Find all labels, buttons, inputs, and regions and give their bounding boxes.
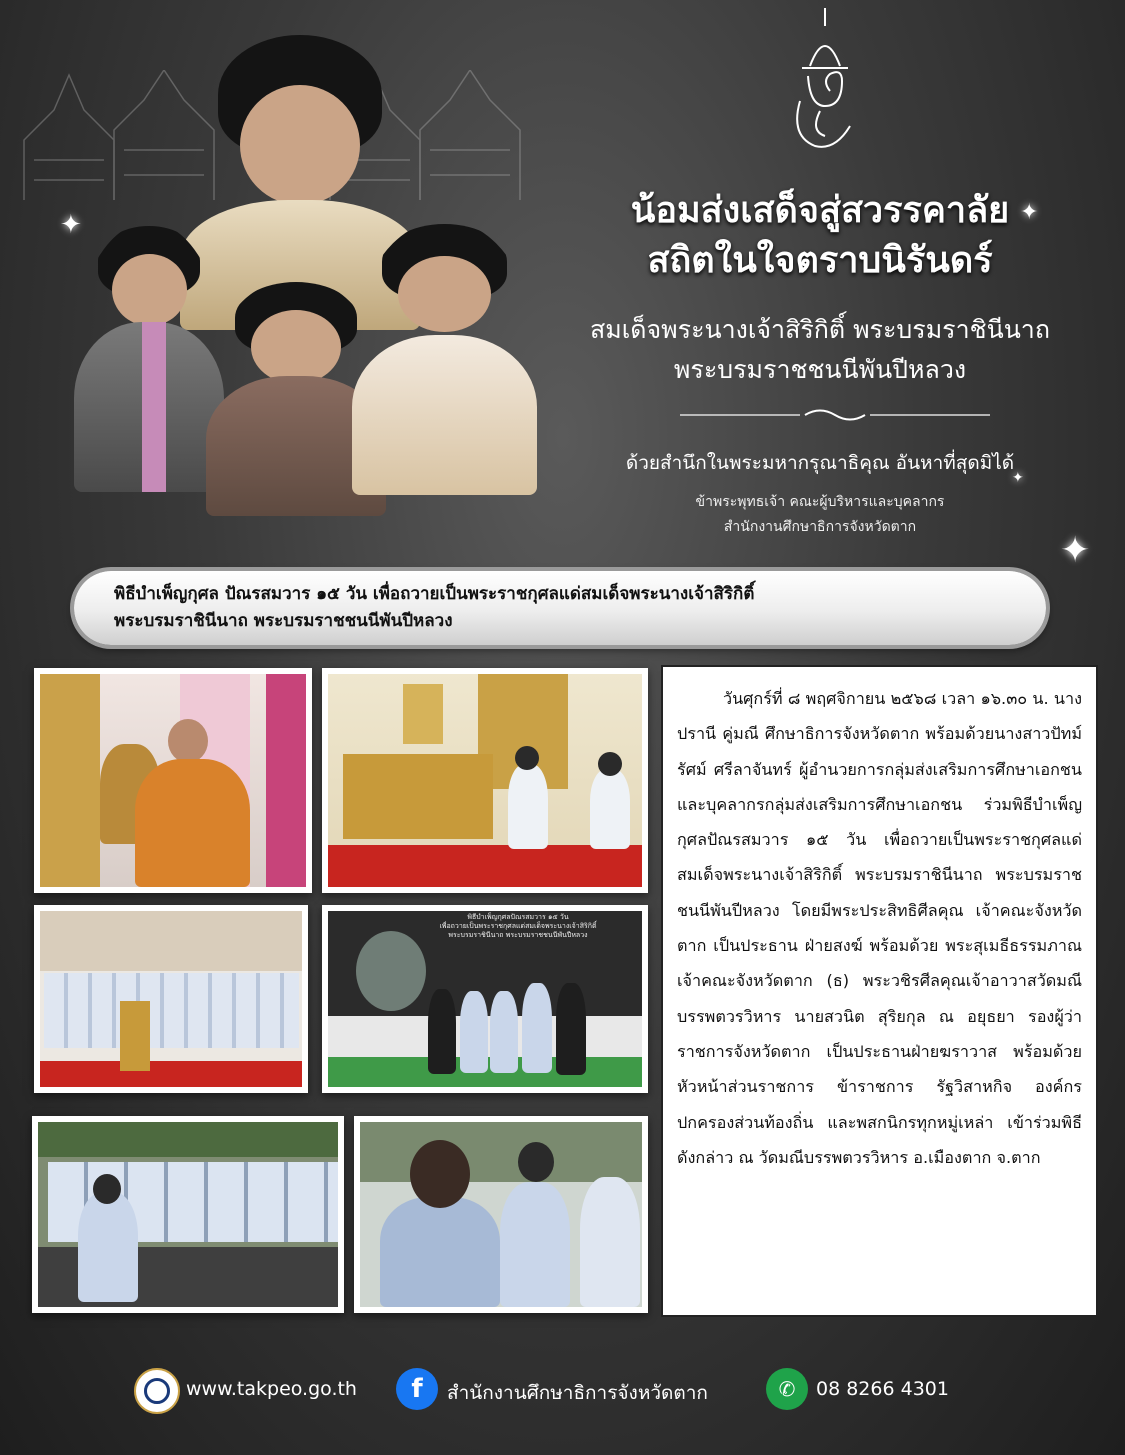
signature	[560, 490, 1080, 540]
article-textbox	[661, 665, 1098, 1317]
contact-footer	[134, 1368, 1014, 1414]
photo-monk-presiding	[34, 668, 312, 893]
phone-icon[interactable]: ✆	[766, 1368, 808, 1410]
royal-name-line2: พระบรมราชชนนีพันปีหลวง	[673, 355, 967, 384]
facebook-icon[interactable]: f	[396, 1368, 438, 1410]
banner-line1: พิธีบำเพ็ญกุศล ปัณรสมวาร ๑๕ วัน เพื่อถวายเป็นพระราชกุศลแด่สมเด็จพระนางเจ้าสิริกิติ์	[114, 584, 755, 604]
royal-portrait-left	[74, 222, 224, 492]
sparkle-icon: ✦	[1020, 200, 1039, 225]
sparkle-icon: ✦	[60, 210, 82, 240]
facebook-page-link[interactable]: สำนักงานศึกษาธิการจังหวัดตาก	[447, 1382, 708, 1404]
sparkle-icon: ✦	[1060, 530, 1091, 571]
photo-outdoor-audience	[32, 1116, 344, 1313]
photo-group-memorial-sign	[322, 905, 648, 1093]
phone-number[interactable]: 08 8266 4301	[816, 1378, 949, 1400]
article-body: วันศุกร์ที่ ๘ พฤศจิกายน ๒๕๖๘ เวลา ๑๖.๓๐ น. นางปรานี คู่มณี ศึกษาธิการจังหวัดตาก พร้อมด้วยนางสาวปัทม์รัศม์ ศรีลาจันทร์ ผู้อำนวยการกลุ่มส่งเสริมการศึกษาเอกชน และบุคลากรกลุ่มส่งเสริมการศึกษาเอกชน ร่วมพิธีบำเพ็ญกุศลปัณรสมวาร ๑๕ วัน เพื่อถวายเป็นพระราชกุศลแด่สมเด็จพระนางเจ้าสิริกิติ์ พระบรมราชินีนาถ พระบรมราชชนนีพันปีหลวง โดยมีพระประสิทธิศีลคุณ เจ้าคณะจังหวัดตาก เป็นประธาน ฝ่ายสงฆ์ พร้อมด้วย พระสุเมธีธรรมภาณ เจ้าคณะจังหวัดตาก (ธ) พระวชิรศีลคุณเจ้าอาวาสวัดมณีบรรพตวรวิหาร นายสวนิต สุริยกุล ณ อยุธยา รองผู้ว่าราชการจังหวัดตาก เป็นประธานฝ่ายฆราวาส พร้อมด้วย หัวหน้าส่วนราชการ ข้าราชการ รัฐวิสาหกิจ องค์กรปกครองส่วนท้องถิ่น และพสกนิกรทุกหมู่เหล่า เข้าร่วมพิธีดังกล่าว ณ วัดมณีบรรพตวรวิหาร อ.เมืองตาก จ.ตาก	[677, 689, 1082, 1167]
royal-name-line1: สมเด็จพระนางเจ้าสิริกิติ์ พระบรมราชินีนาถ	[590, 315, 1050, 344]
memorial-sign-line1: พิธีบำเพ็ญกุศลปัณรสมวาร ๑๕ วัน	[467, 913, 569, 921]
header-title-line2: สถิตในใจตราบนิรันดร์	[647, 240, 993, 281]
royal-portrait-right	[352, 220, 537, 495]
sparkle-icon: ✦	[1012, 470, 1024, 486]
header-title	[560, 186, 1080, 286]
royal-name	[560, 310, 1080, 390]
header-title-line1: น้อมส่งเสด็จสู่สวรรคาลัย	[630, 190, 1010, 231]
memorial-sign-line2: เพื่อถวายเป็นพระราชกุศลแด่สมเด็จพระนางเจ้าสิริกิติ์	[439, 922, 597, 930]
signature-line1: ข้าพระพุทธเจ้า คณะผู้บริหารและบุคลากร	[695, 494, 945, 510]
banner-line2: พระบรมราชินีนาถ พระบรมราชชนนีพันปีหลวง	[114, 611, 453, 631]
photo-offering-ceremony	[322, 668, 648, 893]
memorial-sign-line3: พระบรมราชินีนาถ พระบรมราชชนนีพันปีหลวง	[448, 931, 588, 939]
seal-logo-icon	[134, 1368, 180, 1414]
event-title-banner	[74, 571, 1046, 645]
ornament-divider	[680, 408, 990, 422]
tagline: ด้วยสำนึกในพระมหากรุณาธิคุณ อันหาที่สุดมิได้	[625, 452, 1015, 474]
royal-cipher-emblem	[780, 6, 870, 156]
photo-seated-officials	[34, 905, 308, 1093]
photo-official-closeup	[354, 1116, 648, 1313]
signature-line2: สำนักงานศึกษาธิการจังหวัดตาก	[723, 519, 917, 535]
website-link[interactable]: www.takpeo.go.th	[186, 1378, 357, 1400]
